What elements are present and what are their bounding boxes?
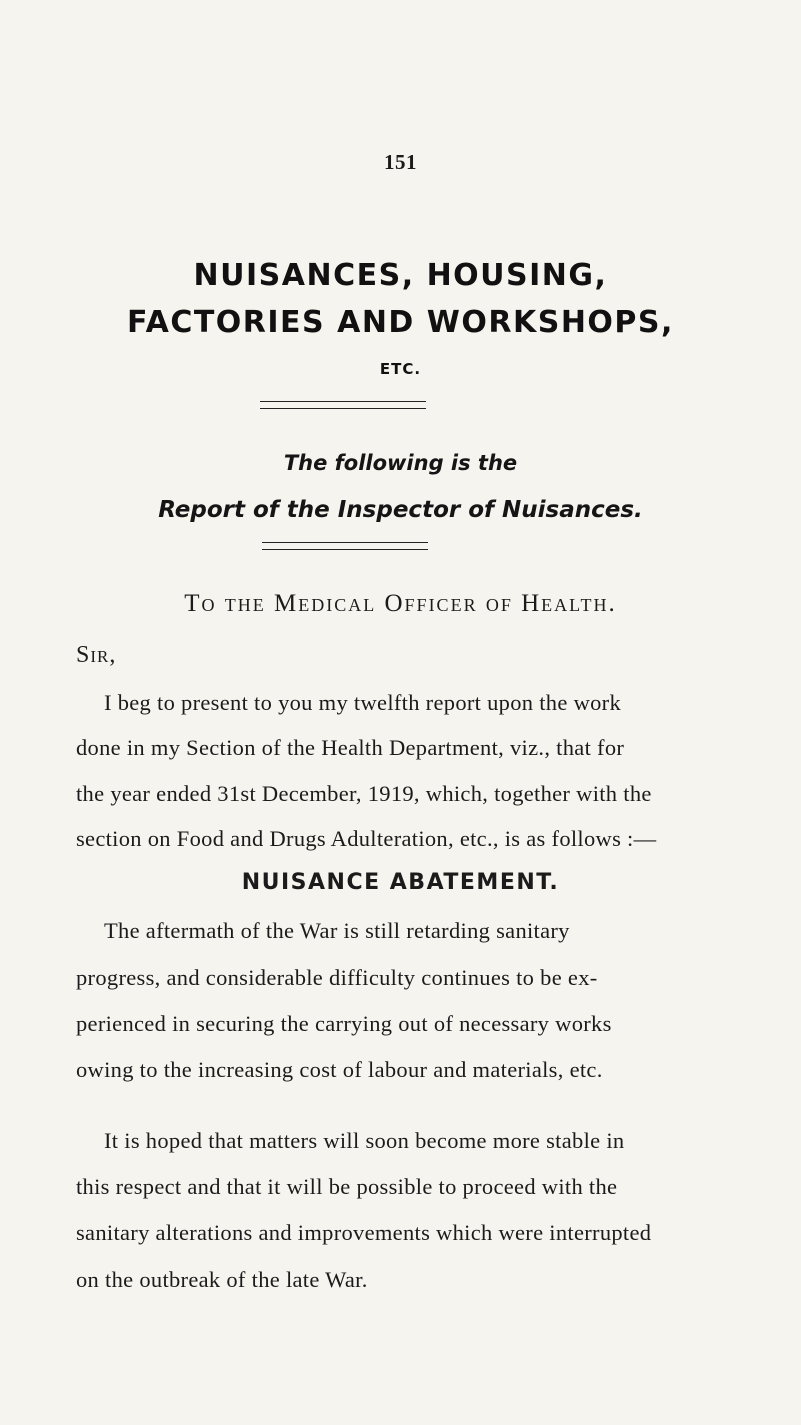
title-line-1: NUISANCES, HOUSING,: [193, 258, 608, 293]
paragraph-1-line: I beg to present to you my twelfth report upon the work: [104, 690, 622, 715]
paragraph-1-line: the year ended 31st December, 1919, which, together with the: [76, 781, 652, 806]
double-rule-divider: [260, 401, 426, 409]
salutation: Sir,: [76, 642, 117, 668]
paragraph-2-line: owing to the increasing cost of labour and materials, etc.: [76, 1057, 603, 1082]
page-number: 151: [384, 150, 417, 174]
paragraph-2-line: perienced in securing the carrying out of necessary works: [76, 1011, 612, 1036]
paragraph-3-line: It is hoped that matters will soon become more stable in: [104, 1128, 625, 1153]
paragraph-1-line: section on Food and Drugs Adulteration, etc., is as follows :—: [76, 826, 657, 851]
paragraph-3-line: on the outbreak of the late War.: [76, 1267, 368, 1292]
section-heading: NUISANCE ABATEMENT.: [241, 870, 560, 895]
addressee-heading: To the Medical Officer of Health.: [184, 590, 617, 617]
paragraph-1-line: done in my Section of the Health Department, viz., that for: [76, 735, 625, 760]
paragraph-2-line: progress, and considerable difficulty continues to be ex-: [76, 965, 598, 990]
paragraph-3-line: sanitary alterations and improvements which were interrupted: [76, 1220, 652, 1245]
double-rule-divider: [262, 542, 428, 550]
intro-line-1: The following is the: [283, 451, 518, 475]
paragraph-3-line: this respect and that it will be possible to proceed with the: [76, 1174, 618, 1199]
title-line-3: ETC.: [379, 360, 422, 378]
title-line-2: FACTORIES AND WORKSHOPS,: [127, 305, 674, 340]
paragraph-2-line: The aftermath of the War is still retarding sanitary: [104, 918, 570, 943]
intro-line-2: Report of the Inspector of Nuisances.: [158, 497, 643, 523]
